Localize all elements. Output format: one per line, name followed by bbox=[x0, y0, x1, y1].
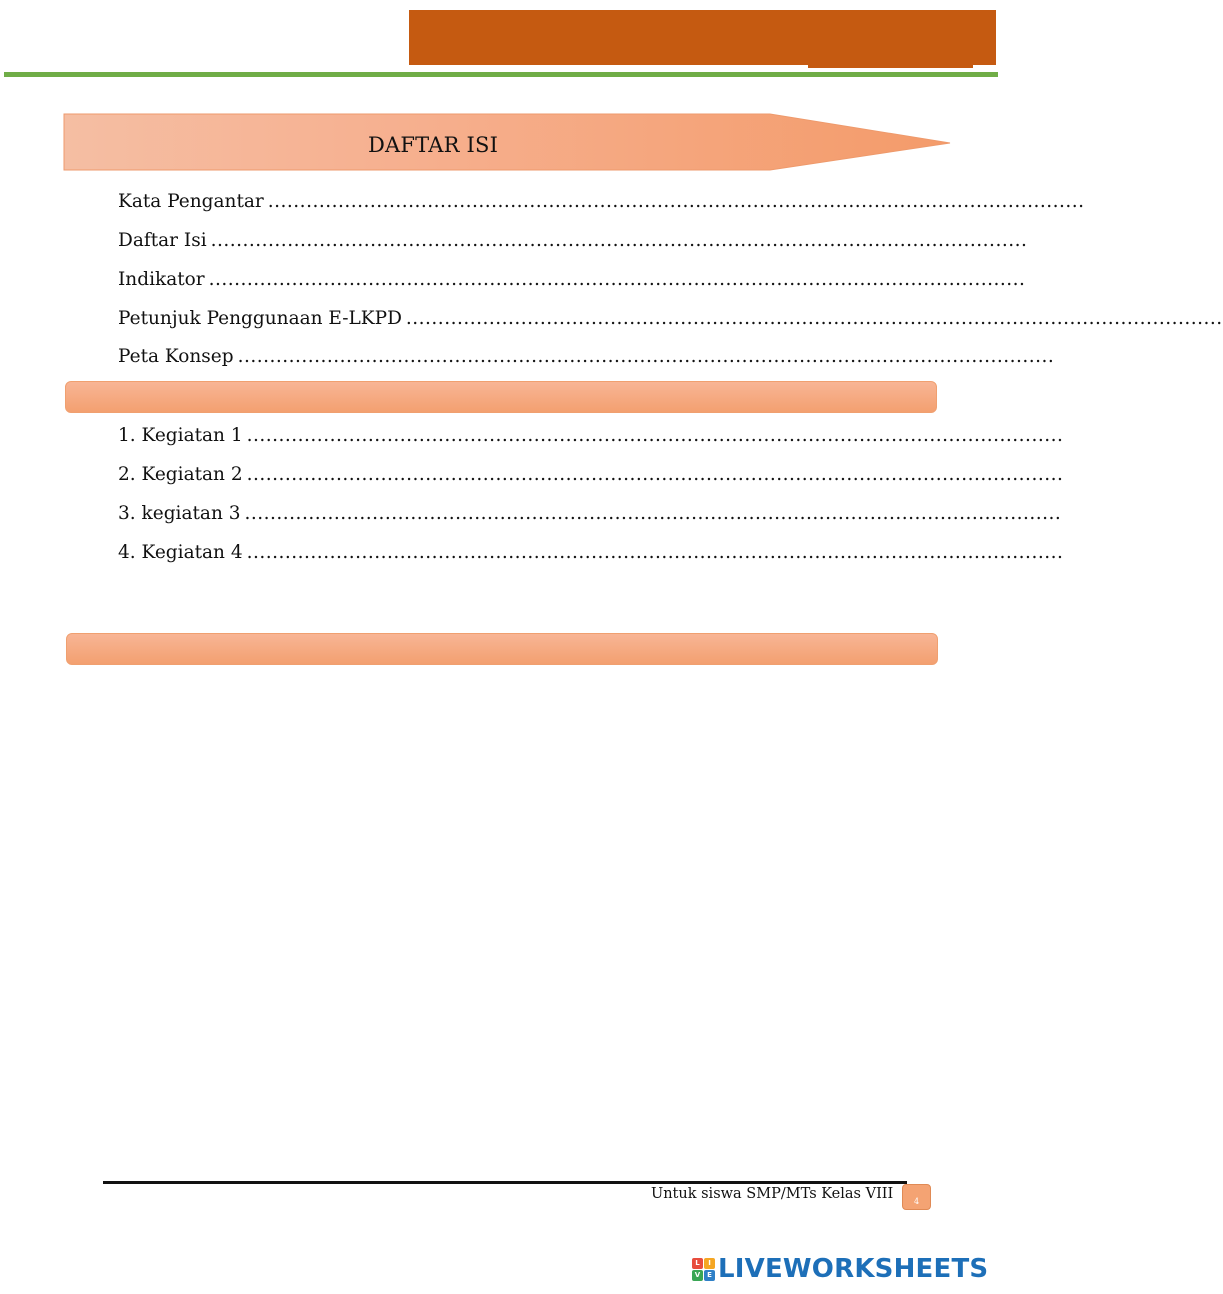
header-accent-bar bbox=[409, 10, 996, 65]
toc-entry-label: Kata Pengantar bbox=[118, 191, 264, 212]
footer-rule bbox=[103, 1181, 907, 1184]
toc-entry-leader: ................................................................................................................................ bbox=[246, 464, 1064, 485]
section-divider-bar bbox=[65, 381, 937, 413]
liveworksheets-wordmark: LIVEWORKSHEETS bbox=[718, 1254, 989, 1284]
toc-entry-label: Petunjuk Penggunaan E-LKPD bbox=[118, 308, 402, 329]
page-number-badge: 4 bbox=[902, 1184, 931, 1210]
logo-tile: L bbox=[692, 1258, 703, 1269]
section-divider-bar bbox=[66, 633, 938, 665]
toc-entry-label: 1. Kegiatan 1 bbox=[118, 425, 243, 446]
header-rule bbox=[4, 72, 998, 77]
toc-entry-label: 3. kegiatan 3 bbox=[118, 503, 241, 524]
toc-entry-leader: ................................................................................................................................ bbox=[208, 269, 1026, 290]
toc-entry-leader: ................................................................................................................................ bbox=[405, 308, 1223, 329]
liveworksheets-logo-icon bbox=[692, 1258, 715, 1281]
liveworksheets-logo[interactable] bbox=[692, 1253, 988, 1285]
logo-tile: V bbox=[692, 1270, 703, 1281]
header-accent-tab bbox=[808, 62, 973, 68]
toc-entry[interactable] bbox=[118, 542, 1064, 568]
toc-entry[interactable] bbox=[118, 346, 1055, 372]
toc-entry-leader: ................................................................................................................................ bbox=[246, 425, 1064, 446]
toc-entry[interactable] bbox=[118, 269, 1026, 295]
toc-entry-label: Daftar Isi bbox=[118, 230, 207, 251]
toc-entry[interactable] bbox=[118, 425, 1064, 451]
title-banner bbox=[63, 112, 953, 174]
toc-entry[interactable] bbox=[118, 464, 1064, 490]
toc-entry-leader: ................................................................................................................................ bbox=[210, 230, 1028, 251]
toc-entry-label: Peta Konsep bbox=[118, 346, 234, 367]
toc-entry[interactable] bbox=[118, 503, 1062, 529]
page-title: DAFTAR ISI bbox=[368, 133, 499, 157]
toc-entry-label: Indikator bbox=[118, 269, 205, 290]
toc-entry-label: 2. Kegiatan 2 bbox=[118, 464, 243, 485]
toc-entry-leader: ................................................................................................................................ bbox=[246, 542, 1064, 563]
toc-entry[interactable] bbox=[118, 191, 1085, 217]
footer-caption: Untuk siswa SMP/MTs Kelas VIII bbox=[651, 1186, 894, 1202]
toc-entry-leader: ................................................................................................................................ bbox=[237, 346, 1055, 367]
toc-entry[interactable] bbox=[118, 308, 1223, 334]
toc-entry-label: 4. Kegiatan 4 bbox=[118, 542, 243, 563]
toc-entry-leader: ................................................................................................................................ bbox=[244, 503, 1062, 524]
toc-entry[interactable] bbox=[118, 230, 1028, 256]
toc-entry-leader: ................................................................................................................................ bbox=[267, 191, 1085, 212]
logo-tile: I bbox=[704, 1258, 715, 1269]
logo-tile: E bbox=[704, 1270, 715, 1281]
